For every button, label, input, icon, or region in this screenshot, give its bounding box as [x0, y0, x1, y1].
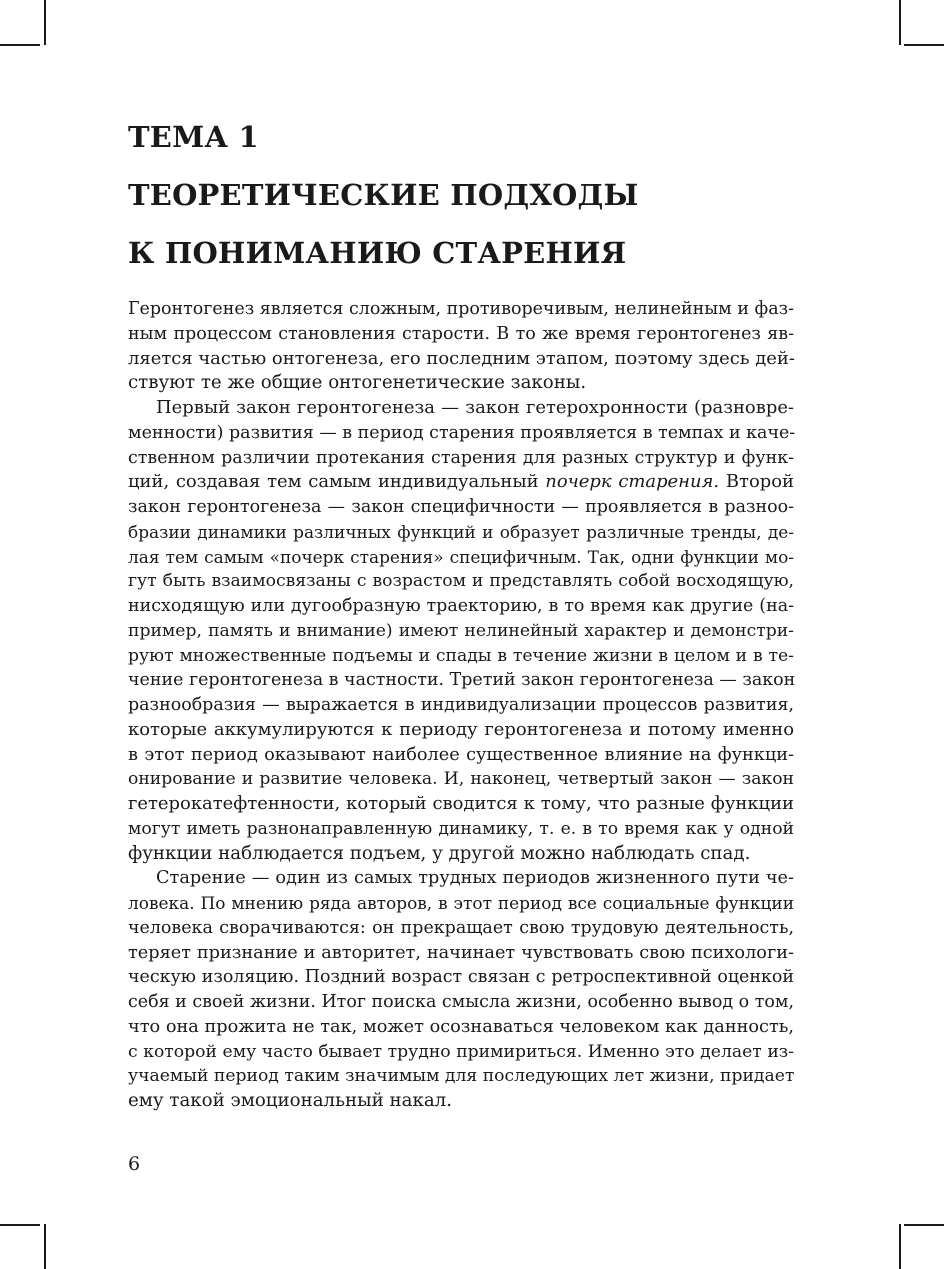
paragraph-2-line: руют множественные подъемы и спады в течение жизни в целом и в те- [128, 645, 794, 666]
crop-mark-bottom-left-vertical [44, 1224, 46, 1269]
crop-mark-top-right-vertical [899, 0, 901, 45]
paragraph-1-line: Геронтогенез является сложным, противоречивым, нелинейным и фаз- [128, 299, 794, 319]
crop-mark-top-right-horizontal [904, 44, 944, 46]
emphasis-term: почерк старения [545, 471, 714, 493]
paragraph-3-line: что она прожита не так, может осознаваться человеком как данность, [128, 1016, 794, 1037]
paragraph-3-line: ему такой эмоциональный накал. [128, 1090, 453, 1111]
body-text [128, 297, 794, 1114]
crop-mark-bottom-right-horizontal [904, 1224, 944, 1226]
chapter-title-line-1: ТЕОРЕТИЧЕСКИЕ ПОДХОДЫ [128, 178, 639, 212]
paragraph-2-text: . Второй [713, 471, 794, 493]
topic-label: ТЕМА 1 [128, 120, 259, 154]
paragraph-3-line: с которой ему часто бывает трудно примириться. Именно это делает из- [128, 1041, 794, 1062]
paragraph-3-line: ловека. По мнению ряда авторов, в этот период все социальные функции [128, 893, 794, 913]
paragraph-2-line: Первый закон геронтогенеза — закон гетерохронности (разновре- [156, 397, 794, 418]
paragraph-2-line: пример, память и внимание) имеют нелинейный характер и демонстри- [128, 620, 794, 641]
chapter-heading [128, 108, 639, 282]
paragraph-2-line [128, 470, 794, 495]
paragraph-2-line: нисходящую или дугообразную траекторию, в то время как другие (на- [128, 596, 794, 616]
paragraph-1-line: ным процессом становления старости. В то же время геронтогенез яв- [128, 323, 794, 344]
paragraph-3-line: ческую изоляцию. Поздний возраст связан с ретроспективной оценкой [128, 967, 794, 988]
crop-mark-bottom-left-horizontal [0, 1224, 40, 1226]
paragraph-2-line: функции наблюдается подъем, у другой можно наблюдать спад. [128, 842, 751, 864]
paragraph-3-line: теряет признание и авторитет, начинает чувствовать свою психологи- [128, 942, 794, 963]
paragraph-2-line: ственном различии протекания старения для разных структур и функ- [128, 447, 794, 468]
paragraph-2-line: гут быть взаимосвязаны с возрастом и представлять собой восходящую, [128, 571, 794, 592]
paragraph-2-line: в этот период оказывают наиболее существенное влияние на функци- [128, 744, 794, 765]
paragraph-2-line: онирование и развитие человека. И, наконец, четвертый закон — закон [128, 769, 794, 790]
paragraph-2-line: гетерокатефтенности, который сводится к тому, что разные функции [128, 793, 794, 814]
paragraph-2-line: лая тем самым «почерк старения» специфичным. Так, одни функции мо- [128, 546, 794, 567]
paragraph-3-line: учаемый период таким значимым для последующих лет жизни, придает [128, 1066, 795, 1087]
paragraph-2-line: которые аккумулируются к периоду геронтогенеза и потому именно [128, 718, 794, 740]
crop-mark-top-left-vertical [44, 0, 46, 45]
paragraph-1-line: ствуют те же общие онтогенетические законы. [128, 372, 587, 394]
paragraph-2-line: могут иметь разнонаправленную динамику, т. е. в то время как у одной [128, 818, 794, 839]
paragraph-2-line: бразии динамики различных функций и образует различные тренды, де- [128, 521, 794, 542]
paragraph-2-text: ций, создавая тем самым индивидуальный [128, 471, 546, 493]
crop-mark-bottom-right-vertical [899, 1224, 901, 1269]
chapter-title-line-2: К ПОНИМАНИЮ СТАРЕНИЯ [128, 236, 627, 270]
paragraph-1-line: ляется частью онтогенеза, его последним этапом, поэтому здесь дей- [128, 347, 795, 369]
paragraph-2-line: чение геронтогенеза в частности. Третий закон геронтогенеза — закон [128, 670, 796, 691]
paragraph-3-line: себя и своей жизни. Итог поиска смысла жизни, особенно вывод о том, [128, 992, 794, 1012]
crop-mark-top-left-horizontal [0, 44, 40, 46]
paragraph-2-line: закон геронтогенеза — закон специфичности — проявляется в разноо- [128, 497, 794, 517]
paragraph-2-line: разнообразия — выражается в индивидуализации процессов развития, [128, 695, 794, 715]
page-number: 6 [128, 1153, 141, 1175]
paragraph-3-line: Старение — один из самых трудных периодов жизненного пути че- [156, 868, 794, 889]
paragraph-2-line: менности) развития — в период старения проявляется в темпах и каче- [128, 422, 796, 443]
paragraph-3-line: человека сворачиваются: он прекращает свою трудовую деятельность, [128, 917, 794, 938]
